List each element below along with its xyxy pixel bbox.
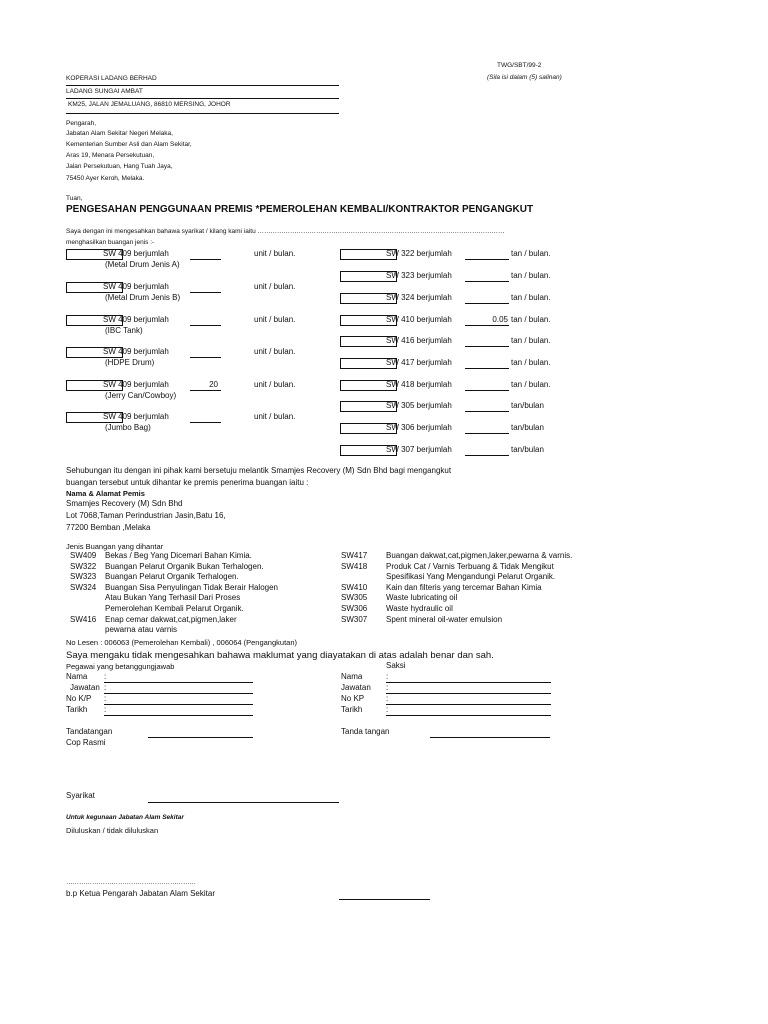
- unit-label: unit / bulan.: [254, 249, 296, 258]
- waste-code: SW305: [341, 593, 368, 603]
- sender-rule-1: [66, 85, 339, 86]
- waste-description: Buangan Pelarut Organik Bukan Terhalogen.: [105, 561, 264, 571]
- unit-label: tan / bulan.: [511, 249, 551, 258]
- quantity-input-line[interactable]: [465, 303, 509, 304]
- licence-number: No Lesen : 006063 (Pemerolehan Kembali) , 006064 (Pengangkutan): [66, 638, 297, 647]
- waste-item-subtype: (Metal Drum Jenis B): [105, 293, 181, 302]
- waste-description: Spesifikasi Yang Mengandungi Pelarut Organik.: [386, 572, 556, 582]
- recipient-line: Pengarah,: [66, 120, 96, 127]
- witness-signature-line[interactable]: [430, 737, 550, 738]
- waste-item-subtype: (Jumbo Bag): [105, 423, 151, 432]
- waste-description: Buangan Pelarut Organik Terhalogen.: [105, 572, 239, 582]
- waste-code: SW417: [341, 551, 368, 560]
- waste-item-label: SW 417 berjumlah: [386, 358, 452, 367]
- witness-field-input[interactable]: [386, 693, 551, 694]
- witness-signature-label: Tanda tangan: [341, 727, 390, 736]
- officer-field-input[interactable]: [104, 693, 253, 694]
- quantity-input-line[interactable]: [465, 390, 509, 391]
- unit-label: tan / bulan.: [511, 271, 551, 280]
- official-stamp-label: Cop Rasmi: [66, 738, 106, 747]
- office-use-heading: Untuk kegunaan Jabatan Alam Sekitar: [66, 814, 184, 821]
- agreement-line-1: Sehubungan itu dengan ini pihak kami bersetuju melantik Smamjes Recovery (M) Sdn Bhd bagi mengangkut: [66, 466, 452, 475]
- quantity-input-line[interactable]: [465, 346, 509, 347]
- unit-label: unit / bulan.: [254, 282, 296, 291]
- waste-description: Buangan dakwat,cat,pigmen,laker,pewarna & varnis.: [386, 551, 573, 560]
- waste-code: SW322: [70, 561, 97, 571]
- officer-signature-line[interactable]: [148, 737, 253, 738]
- waste-code: SW410: [341, 582, 368, 592]
- witness-field-label: Nama: [341, 672, 363, 681]
- quantity-input-line[interactable]: [190, 422, 221, 423]
- quantity-value: 0.05: [492, 315, 508, 324]
- waste-item-label: SW 409 berjumlah: [103, 249, 169, 258]
- unit-label: tan / bulan.: [511, 293, 551, 302]
- declaration-line-1: Saya dengan ini mengesahkan bahawa syarikat / kilang kami iaitu ……………………………………………………………………………………………………: [66, 228, 505, 235]
- witness-field-label: Jawatan: [341, 683, 371, 692]
- waste-description: Buangan Sisa Penyulingan Tidak Berair Halogen: [105, 582, 279, 592]
- unit-label: tan / bulan.: [511, 336, 551, 345]
- waste-description: Bekas / Beg Yang Dicemari Bahan Kimia.: [105, 551, 252, 560]
- quantity-input-line[interactable]: [465, 368, 509, 369]
- waste-item-subtype: (HDPE Drum): [105, 358, 155, 367]
- waste-item-label: SW 322 berjumlah: [386, 249, 452, 258]
- recipient-line: Jalan Persekutuan, Hang Tuah Jaya,: [66, 163, 173, 170]
- waste-item-label: SW 409 berjumlah: [103, 282, 169, 291]
- signature-dots: ……………………………………………………: [66, 879, 196, 886]
- waste-description: pewarna atau varnis: [105, 625, 178, 635]
- premise-line: 77200 Bemban ,Melaka: [66, 523, 151, 532]
- officer-field-label: No K/P: [66, 694, 92, 703]
- waste-item-label: SW 323 berjumlah: [386, 271, 452, 280]
- waste-code: SW409: [70, 551, 97, 560]
- recipient-line: 75450 Ayer Keroh, Melaka.: [66, 175, 145, 182]
- field-colon: :: [386, 694, 389, 703]
- witness-field-input[interactable]: [386, 715, 551, 716]
- quantity-input-line[interactable]: [465, 433, 509, 434]
- witness-field-label: No KP: [341, 694, 365, 703]
- director-signatory: b.p Ketua Pengarah Jabatan Alam Sekitar: [66, 889, 215, 898]
- officer-field-label: Tarikh: [66, 705, 88, 714]
- officer-field-label: Nama: [66, 672, 88, 681]
- waste-code: SW416: [70, 614, 97, 624]
- quantity-value: 20: [209, 380, 218, 389]
- waste-heading: Jenis Buangan yang dihantar: [66, 542, 164, 551]
- form-title: PENGESAHAN PENGGUNAAN PREMIS *PEMEROLEHAN KEMBALI/KONTRAKTOR PENGANGKUT: [66, 204, 534, 215]
- unit-label: unit / bulan.: [254, 412, 296, 421]
- waste-description: Produk Cat / Varnis Terbuang & Tidak Mengikut: [386, 561, 554, 571]
- waste-item-label: SW 307 berjumlah: [386, 445, 452, 454]
- salutation: Tuan,: [66, 195, 83, 202]
- recipient-line: Jabatan Alam Sekitar Negeri Melaka,: [66, 130, 173, 137]
- waste-item-label: SW 418 berjumlah: [386, 380, 452, 389]
- officer-field-input[interactable]: [104, 682, 253, 683]
- witness-heading: Saksi: [386, 661, 406, 670]
- field-colon: :: [104, 705, 107, 714]
- quantity-input-line[interactable]: [465, 455, 509, 456]
- unit-label: unit / bulan.: [254, 347, 296, 356]
- waste-description: Enap cemar dakwat,cat,pigmen,laker: [105, 614, 237, 624]
- waste-item-label: SW 409 berjumlah: [103, 315, 169, 324]
- waste-item-subtype: (IBC Tank): [105, 326, 143, 335]
- premise-line: Smamjes Recovery (M) Sdn Bhd: [66, 499, 183, 508]
- unit-label: tan / bulan.: [511, 358, 551, 367]
- quantity-input-line[interactable]: [190, 390, 221, 391]
- officer-field-input[interactable]: [104, 704, 253, 705]
- field-colon: :: [104, 672, 107, 681]
- premise-heading: Nama & Alamat Pemis: [66, 489, 145, 498]
- field-colon: :: [386, 672, 389, 681]
- unit-label: unit / bulan.: [254, 380, 296, 389]
- approval-status: Diluluskan / tidak diluluskan: [66, 826, 159, 835]
- waste-item-label: SW 324 berjumlah: [386, 293, 452, 302]
- sender-line-1: KOPERASI LADANG BERHAD: [66, 75, 157, 82]
- waste-item-label: SW 409 berjumlah: [103, 347, 169, 356]
- unit-label: tan/bulan: [511, 445, 544, 454]
- waste-item-label: SW 410 berjumlah: [386, 315, 452, 324]
- waste-description: Waste lubricating oil: [386, 593, 458, 603]
- quantity-input-line[interactable]: [190, 292, 221, 293]
- waste-code: SW323: [70, 572, 97, 582]
- witness-field-input[interactable]: [386, 682, 551, 683]
- unit-label: tan / bulan.: [511, 315, 551, 324]
- confirmation-statement: Saya mengaku tidak mengesahkan bahawa maklumat yang diayatakan di atas adalah benar dan sah.: [66, 650, 494, 661]
- field-colon: :: [104, 683, 107, 692]
- company-line[interactable]: [148, 802, 339, 803]
- unit-label: tan/bulan: [511, 423, 544, 432]
- waste-description: Pemerolehan Kembali Pelarut Organik.: [105, 604, 244, 613]
- field-colon: :: [104, 694, 107, 703]
- waste-code: SW418: [341, 561, 368, 571]
- sender-line-3: KM25, JALAN JEMALUANG, 86810 MERSING, JOHOR: [68, 101, 231, 108]
- officer-field-label: Jawatan: [70, 683, 100, 692]
- unit-label: tan / bulan.: [511, 380, 551, 389]
- waste-item-subtype: (Jerry Can/Cowboy): [105, 391, 177, 400]
- field-colon: :: [386, 705, 389, 714]
- waste-description: Waste hydraulic oil: [386, 604, 453, 613]
- waste-description: Spent mineral oil-water emulsion: [386, 614, 503, 624]
- waste-item-label: SW 305 berjumlah: [386, 401, 452, 410]
- quantity-input-line[interactable]: [190, 325, 221, 326]
- copies-note: (Sila isi dalam (5) salinan): [487, 74, 562, 81]
- waste-item-label: SW 306 berjumlah: [386, 423, 452, 432]
- waste-code: SW306: [341, 604, 368, 613]
- officer-signature-label: Tandatangan: [66, 727, 113, 736]
- waste-description: Atau Bukan Yang Terhasil Dari Proses: [105, 593, 241, 603]
- premise-line: Lot 7068,Taman Perindustrian Jasin,Batu 16,: [66, 511, 226, 520]
- quantity-input-line[interactable]: [465, 259, 509, 260]
- witness-field-label: Tarikh: [341, 705, 363, 714]
- waste-item-label: SW 409 berjumlah: [103, 412, 169, 421]
- unit-label: tan/bulan: [511, 401, 544, 410]
- company-label: Syarikat: [66, 791, 95, 800]
- quantity-input-line[interactable]: [465, 411, 509, 412]
- sender-rule-2: [66, 98, 339, 99]
- sender-line-2: LADANG SUNGAI AMBAT: [66, 88, 143, 95]
- agreement-line-2: buangan tersebut untuk dihantar ke premis penerima buangan iaitu :: [66, 478, 309, 487]
- unit-label: unit / bulan.: [254, 315, 296, 324]
- waste-code: SW307: [341, 614, 368, 624]
- waste-item-label: SW 416 berjumlah: [386, 336, 452, 345]
- waste-description: Kain dan filteris yang tercemar Bahan Kimia: [386, 582, 542, 592]
- declaration-line-2: menghasilkan buangan jenis :-: [66, 239, 155, 246]
- waste-code: SW324: [70, 582, 97, 592]
- quantity-input-line[interactable]: [465, 281, 509, 282]
- officer-field-input[interactable]: [104, 715, 253, 716]
- quantity-input-line[interactable]: [465, 325, 509, 326]
- quantity-input-line[interactable]: [190, 357, 221, 358]
- sender-rule-3: [66, 113, 339, 114]
- quantity-input-line[interactable]: [190, 259, 221, 260]
- waste-item-label: SW 409 berjumlah: [103, 380, 169, 389]
- waste-item-subtype: (Metal Drum Jenis A): [105, 260, 180, 269]
- witness-field-input[interactable]: [386, 704, 551, 705]
- field-colon: :: [386, 683, 389, 692]
- recipient-line: Aras 19, Menara Persekutuan,: [66, 152, 155, 159]
- form-code: TWG/SBT/99-2: [497, 62, 542, 69]
- date-line[interactable]: [339, 899, 430, 900]
- recipient-line: Kementerian Sumber Asli dan Alam Sekitar,: [66, 141, 192, 148]
- officer-heading: Pegawai yang betanggungjawab: [66, 662, 175, 671]
